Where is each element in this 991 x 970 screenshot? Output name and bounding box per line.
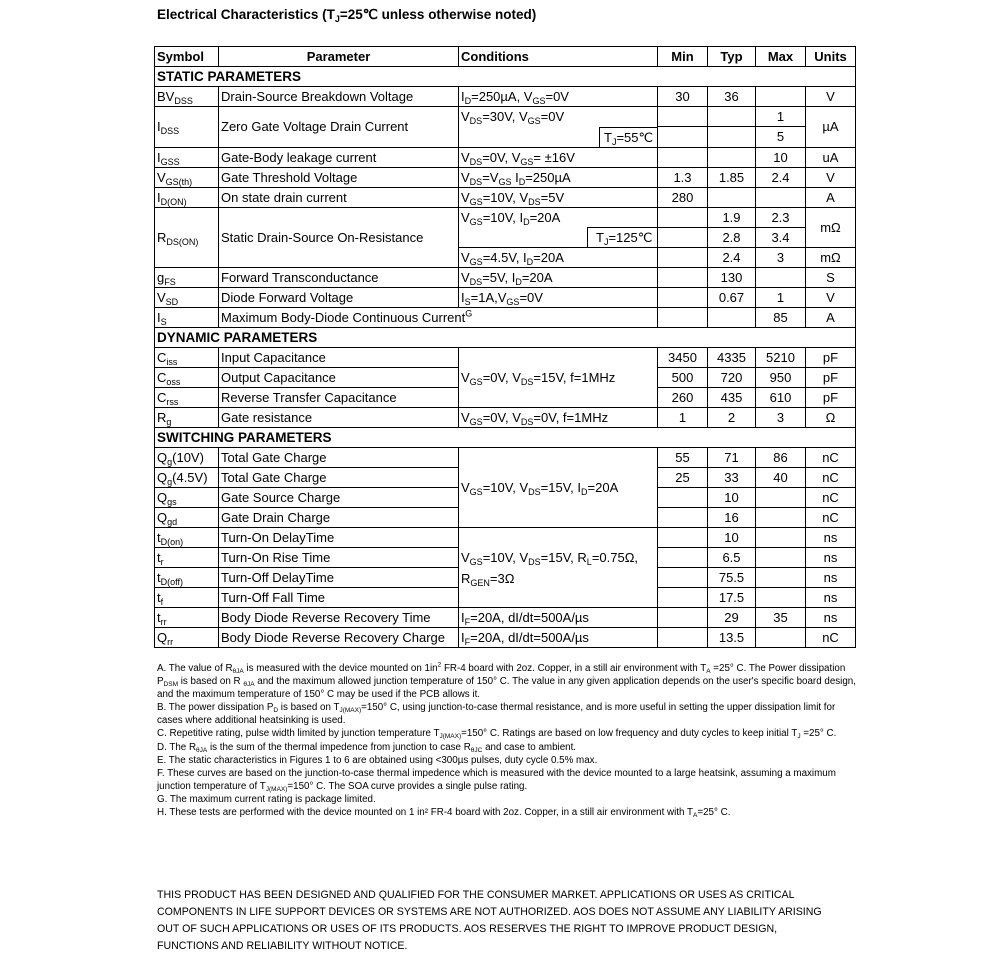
table-row: $Q_{gs}$ Gate Source Charge 10 nC: [155, 488, 856, 508]
table-row: $T_J=55℃$ 5: [155, 127, 856, 148]
table-row: $Q_g(10V)$ Total Gate Charge $V_{GS}=10V$, $V_{DS}=15V$, $I_D=20A$ 55 71 86 nC: [155, 448, 856, 468]
footnote-g: G. The maximum current rating is package limited.: [157, 793, 376, 805]
table-row: $BV_{DSS}$ Drain-Source Breakdown Voltage $I_D=250\mu A$, $V_{GS}=0V$ 30 36 V: [155, 87, 856, 107]
table-row: $t_{D(off)}$ Turn-Off DelayTime 75.5 ns: [155, 568, 856, 588]
footnote-d: D. The $R_{\theta JA}$ is the sum of the thermal impedence from junction to case $R_{\theta JC}$ and case to ambient.: [157, 741, 577, 754]
table-row: $C_{iss}$ Input Capacitance $V_{GS}=0V$, $V_{DS}=15V$, f=1MHz 3450 4335 5210 pF: [155, 348, 856, 368]
footnotes: [157, 662, 857, 819]
table-row: $g_{FS}$ Forward Transconductance $V_{DS}=5V$, $I_D=20A$ 130 S: [155, 268, 856, 288]
table-row: $I_S$ Maximum Body-Diode Continuous Current$^G$ 85 A: [155, 308, 856, 328]
table-row: $V_{SD}$ Diode Forward Voltage $I_S=1A,V_{GS}=0V$ 0.67 1 V: [155, 288, 856, 308]
col-header-parameter: Parameter: [219, 47, 459, 67]
table-row: $I_{GSS}$ Gate-Body leakage current $V_{DS}=0V$, $V_{GS}= \pm 16V$ 10 uA: [155, 147, 856, 167]
footnote-h: H. These tests are performed with the device mounted on 1 in² FR-4 board with 2oz. Copper, in a still air environment with $T_A=25^\circ$ C.: [157, 807, 731, 820]
col-header-max: Max: [756, 47, 806, 67]
table-row: $R_g$ Gate resistance $V_{GS}=0V$, $V_{DS}=0V$, f=1MHz 1 2 3 Ω: [155, 408, 856, 428]
electrical-characteristics-table: [154, 46, 856, 648]
footnote-b: B. The power dissipation $P_D$ is based on $T_{J(MAX)}=150^\circ$ C, using junction-to-case thermal resistance, and is more useful in setting the upper dissipation limit for cases where additional heatsinking is used.: [157, 702, 836, 727]
table-row: $R_{DS(ON)}$ Static Drain-Source On-Resistance $V_{GS}=10V$, $I_D=20A$ 1.9 2.3 mΩ: [155, 207, 856, 227]
col-header-units: Units: [806, 47, 856, 67]
table-row: $Q_{rr}$ Body Diode Reverse Recovery Charge $I_F=20A$, dI/dt=500A/µs 13.5 nC: [155, 628, 856, 648]
col-header-min: Min: [658, 47, 708, 67]
table-row: $t_f$ Turn-Off Fall Time 17.5 ns: [155, 588, 856, 608]
section-dynamic: DYNAMIC PARAMETERS: [155, 328, 856, 348]
table-row: $V_{GS}=4.5V$, $I_D=20A$ 2.4 3 mΩ: [155, 248, 856, 268]
col-header-typ: Typ: [708, 47, 756, 67]
table-row: $Q_{gd}$ Gate Drain Charge 16 nC: [155, 508, 856, 528]
footnote-c: C. Repetitive rating, pulse width limited by junction temperature $T_{J(MAX)}=150^\circ$ C. Ratings are based on low frequency and duty cycles to keep initial $T_J =25^\circ$ C.: [157, 728, 837, 741]
table-row: $I_{D(ON)}$ On state drain current $V_{GS}=10V$, $V_{DS}=5V$ 280 A: [155, 187, 856, 207]
table-row: $I_{DSS}$ Zero Gate Voltage Drain Current $V_{DS}=30V$, $V_{GS}=0V$ 1 µA: [155, 107, 856, 127]
disclaimer: THIS PRODUCT HAS BEEN DESIGNED AND QUALIFIED FOR THE CONSUMER MARKET. APPLICATIONS OR USES AS CRITICAL COMPONENTS IN LIFE SUPPORT DEVICES OR SYSTEMS ARE NOT AUTHORIZED. AOS DOES NOT ASSUME ANY LIABILITY ARISING OUT OF SUCH APPLICATIONS OR USES OF ITS PRODUCTS. AOS RESERVES THE RIGHT TO IMPROVE PRODUCT DESIGN, FUNCTIONS AND RELIABILITY WITHOUT NOTICE.: [157, 889, 822, 952]
table-row: $C_{oss}$ Output Capacitance 500 720 950 pF: [155, 368, 856, 388]
footnote-e: E. The static characteristics in Figures 1 to 6 are obtained using <300µs pulses, duty cycle 0.5% max.: [157, 754, 598, 766]
table-row: $C_{rss}$ Reverse Transfer Capacitance 260 435 610 pF: [155, 388, 856, 408]
footnote-f: F. These curves are based on the junction-to-case thermal impedence which is measured with the device mounted to a large heatsink, assuming a maximum junction temperature of $T_{J(MAX)}=150^\circ$ C. The SOA curve provides a single pulse rating.: [157, 767, 836, 793]
section-switching: SWITCHING PARAMETERS: [155, 428, 856, 448]
table-row: $t_{rr}$ Body Diode Reverse Recovery Time $I_F=20A$, dI/dt=500A/µs 29 35 ns: [155, 608, 856, 628]
table-row: $t_{D(on)}$ Turn-On DelayTime $V_{GS}=10V$, $V_{DS}=15V$, $R_L=0.75\Omega$, $R_{GEN}=3\Omega$ 10 ns: [155, 528, 856, 548]
table-header-row: [155, 47, 856, 67]
table-row: $V_{GS(th)}$ Gate Threshold Voltage $V_{DS}=V_{GS}$ $I_D=250\mu A$ 1.3 1.85 2.4 V: [155, 167, 856, 187]
page-title: Electrical Characteristics ($T_J=25℃$ unless otherwise noted): [157, 7, 537, 24]
col-header-symbol: Symbol: [155, 47, 219, 67]
table-row: $t_r$ Turn-On Rise Time 6.5 ns: [155, 548, 856, 568]
table-row: $Q_g(4.5V)$ Total Gate Charge 25 33 40 nC: [155, 468, 856, 488]
table-row: $T_J=125℃$ 2.8 3.4: [155, 227, 856, 248]
section-static: STATIC PARAMETERS: [155, 67, 856, 87]
footnote-a: A. The value of $R_{\theta JA}$ is measured with the device mounted on $1in^2$ FR-4 board with 2oz. Copper, in a still air environment with $T_A =25^\circ$ C. The Power dissipation $P_{DSM}$ is based on R $_{\theta JA}$ and the maximum allowed junction temperature of 150° C. The value in any given application depends on the user's specific board design, and the maximum temperature of 150° C may be used if the PCB allows it.: [157, 661, 856, 701]
col-header-conditions: Conditions: [459, 47, 658, 67]
